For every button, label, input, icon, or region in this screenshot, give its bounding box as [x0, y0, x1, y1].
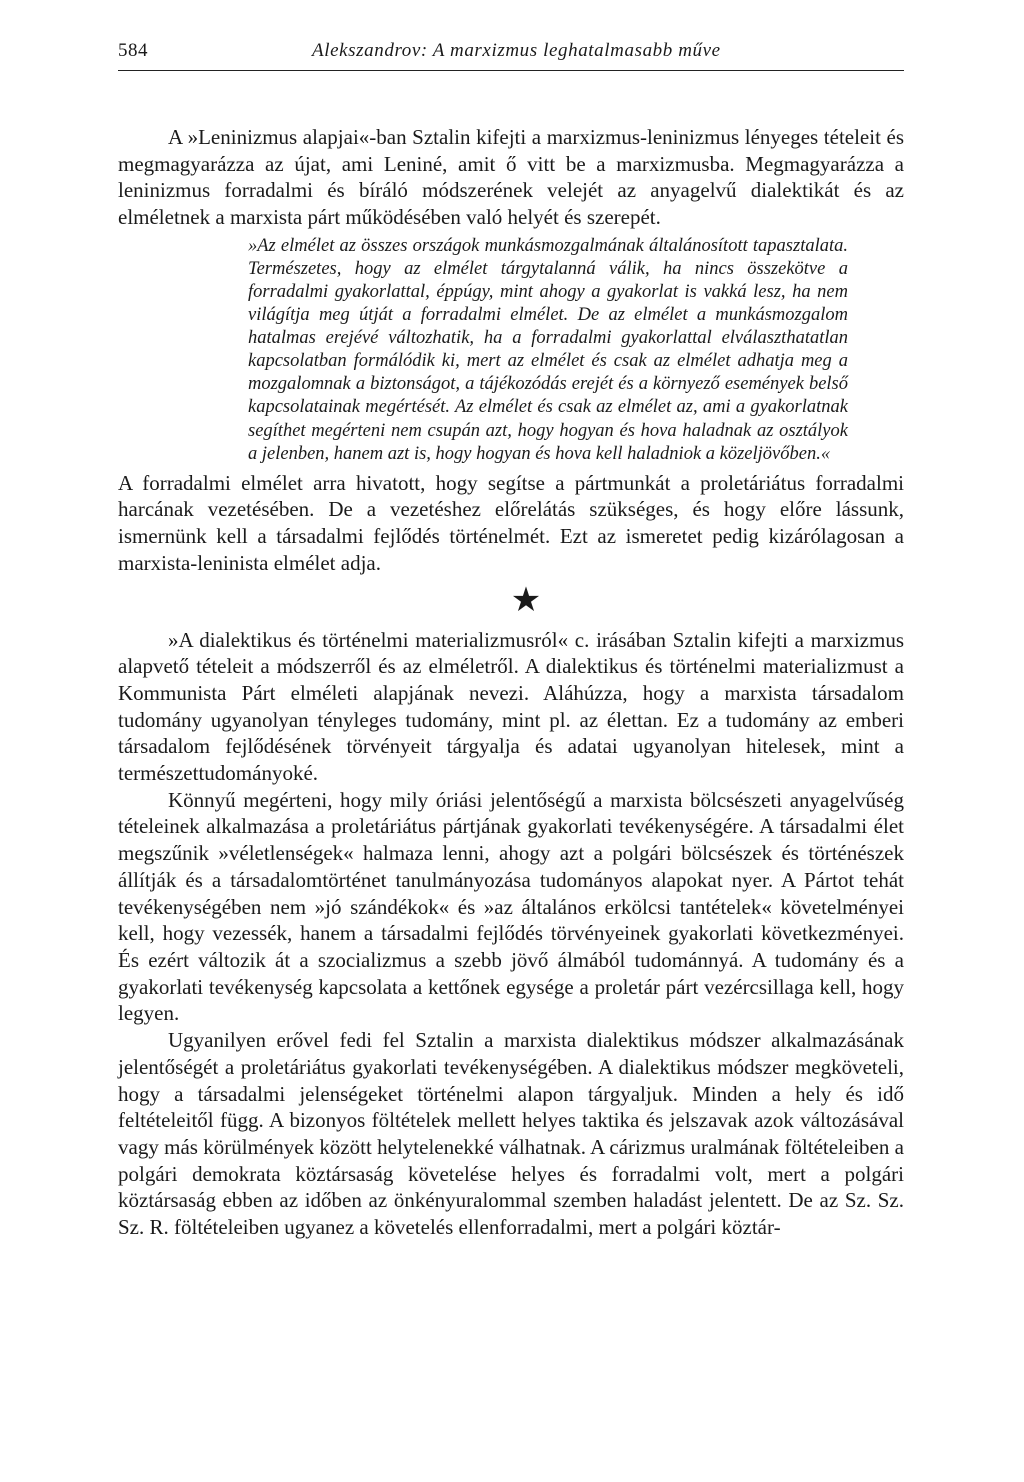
- block-quote-theory: »Az elmélet az összes országok munkásmozgalmának általánosított tapasztalata. Természetes, hogy az elmélet tárgytalanná válik, ha nincs összekötve a forradalmi gyakorlattal, éppúgy, mint ahogy a gyakorlat is vakká lesz, ha nem világítja meg útját a forradalmi elmélet. De az elmélet a munkásmozgalom hatalmas erejévé változhatik, ha a forradalmi gyakorlattal elválaszthatatlan kapcsolatban formálódik ki, mert az elmélet és csak az elmélet adhatja meg a mozgalomnak a biztonságot, a tájékozódás erejét és a környező események belső kapcsolatainak megértését. Az elmélet és csak az elmélet az, ami a gyakorlatnak segíthet megérteni nem csupán azt, hogy hogyan és hova haladnak az osztályok a jelenben, hanem azt is, hogy hogyan és hova kell haladniok a közeljövőben.«: [248, 235, 848, 464]
- paragraph-dialectical-method: Ugyanilyen erővel fedi fel Sztalin a marxista dialektikus módszer alkalmazásának jelentőségét a proletáriátus gyakorlati tevékenységében. A dialektikus módszer megköveteli, hogy a társadalmi jelenségeket történelmi alapon tárgyaljuk. Minden a hely és idő feltételeitől függ. A bizonyos föltételek mellett helyes taktika és jelszavak azok változásával vagy más körülmények között helytelenekké válhatnak. A cárizmus uralmának föltételeiben a polgári demokrata köztársaság követelése helyes és forradalmi volt, mert a polgári köztársaság ebben az időben az önkényuralommal szemben haladást jelentett. De az Sz. Sz. Sz. R. föltételeiben ugyanez a követelés ellenforradalmi, mert a polgári köztár-: [118, 1028, 904, 1240]
- running-header: [118, 34, 904, 71]
- star-separator-icon: ★: [510, 581, 542, 619]
- book-page: [118, 34, 904, 1241]
- paragraph-dialectical-materialism: »A dialektikus és történelmi materializmusról« c. irásában Sztalin kifejti a marxizmus alapvető tételeit a módszerről és az elméletről. A dialektikus és történelmi materializmust a Kommunista Párt elméleti alapjának nevezi. Aláhúzza, hogy a marxista társadalom tudomány ugyanolyan tényleges tudomány, mint pl. az élettan. Ez a tudomány az emberi társadalom fejlődésének törvényeit tárgyalja és adatai ugyanolyan hitelesek, mint a természettudományoké.: [118, 627, 904, 786]
- page-number: 584: [118, 40, 148, 61]
- paragraph-revolutionary-theory: A forradalmi elmélet arra hivatott, hogy segítse a pártmunkát a proletáriátus forradalmi harcának vezetésében. De a vezetéshez előrelátás szükséges, és hogy előre lássunk, ismernünk kell a társadalmi fejlődés történelmét. Ezt az ismeretet pedig kizárólagosan a marxista-leninista elmélet adja.: [118, 470, 904, 575]
- body-text: [118, 124, 904, 1241]
- paragraph-practical-significance: Könnyű megérteni, hogy mily óriási jelentőségű a marxista bölcsészeti anyagelvűség tételeinek alkalmazása a proletáriátus pártjának gyakorlati tevékenységére. A társadalmi élet megszűnik »véletlenségek« halmaza lenni, ahogy azt a polgári bölcsészek és történészek állítják és a társadalomtörténet tanulmányozása tudományos alapokat nyer. A Pártot tehát tevékenységében nem »jó szándékok« és »az általános erkölcsi tantételek« követelményei kell, hogy vezessék, hanem a társadalmi fejlődés törvényeinek gyakorlati következményei. És ezért változik át a szocializmus a szebb jövő álmából tudománnyá. A tudomány és a gyakorlati tevékenység kapcsolata a kettőnek egysége a proletár párt vezércsillaga kell, hogy legyen.: [118, 787, 904, 1026]
- paragraph-leninizmus-alapjai: A »Leninizmus alapjai«-ban Sztalin kifejti a marxizmus-leninizmus lényeges tételeit és megmagyarázza az újat, ami Leniné, amit ő vitt be a marxizmusba. Megmagyarázza a leninizmus forradalmi és bíráló módszerének velejét az anyagelvű dialektikát és az elméletnek a marxista párt működésében való helyét és szerepét.: [118, 125, 904, 230]
- running-title: Alekszandrov: A marxizmus leghatalmasabb műve: [312, 40, 721, 61]
